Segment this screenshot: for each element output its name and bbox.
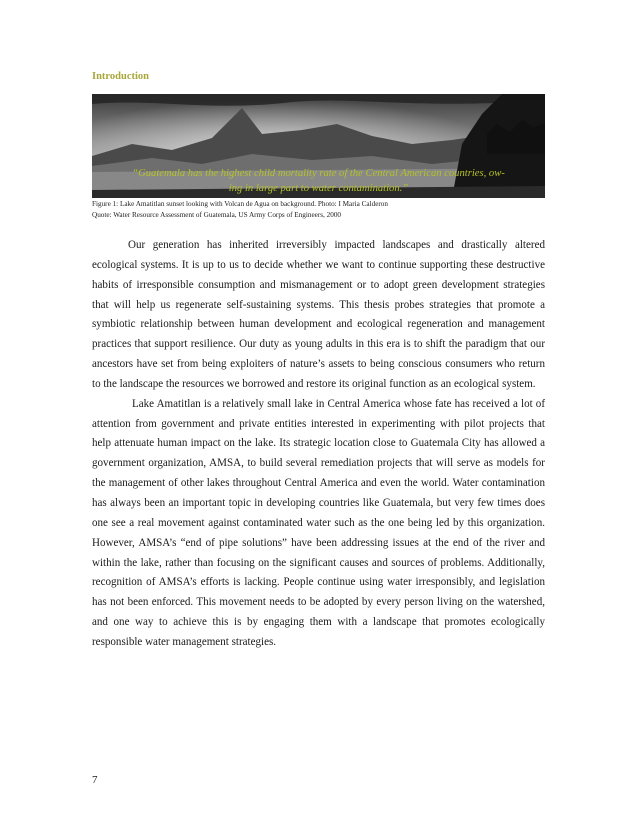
figure-caption (92, 199, 552, 221)
caption-line-quote: Quote: Water Resource Assessment of Guatemala, US Army Corps of Engineers, 2000 (92, 211, 342, 219)
section-heading: Introduction (92, 71, 149, 82)
body-text (92, 236, 545, 653)
figure-quote: “Guatemala has the highest child mortality rate of the Central American countries, ow- ing in large part to water contamination.” (132, 168, 505, 194)
body-paragraph: Lake Amatitlan is a relatively small lake in Central America whose fate has received a lot of attention from government and private entities interested in experimenting with pilot projects that help attenuate human impact on the lake. Its strategic location close to Guatemala City has allowed a government organization, AMSA, to build several remediation projects that will serve as models for the management of other lakes throughout Central America and even the world. Water contamination has always been an important topic in developing countries like Guatemala, but very few times does one see a real movement against contaminated water such as the one being led by this organization. However, AMSA’s “end of pipe solutions” have been addressing issues at the end of the river and within the lake, rather than focusing on the significant causes and sources of problems. Additionally, recognition of AMSA’s efforts is lacking. People continue using water irresponsibly, and legislation has not been enforced. This movement needs to be adopted by every person living on the watershed, and one way to achieve this is by engaging them with a landscape that promotes ecologically responsible water management strategies. (92, 397, 545, 648)
page-number: 7 (92, 774, 98, 786)
caption-line-figure: Figure 1: Lake Amatitlan sunset looking with Volcan de Agua on background. Photo: I Maria Calderon (92, 200, 388, 208)
body-paragraph: Our generation has inherited irreversibly impacted landscapes and drastically altered ecological systems. It is up to us to decide whether we want to continue supporting these destructive habits of irresponsible consumption and mismanagement or to adopt green development strategies that will help us regenerate self-sustaining systems. This thesis probes strategies that promote a symbiotic relationship between human development and ecological regeneration and management practices that support resilience. Our duty as young adults in this era is to shift the paradigm that our ancestors have set from being exploiters of nature’s assets to being conscious consumers who return to the landscape the resources we borrowed and restore its original function as an ecological system. (92, 239, 545, 390)
